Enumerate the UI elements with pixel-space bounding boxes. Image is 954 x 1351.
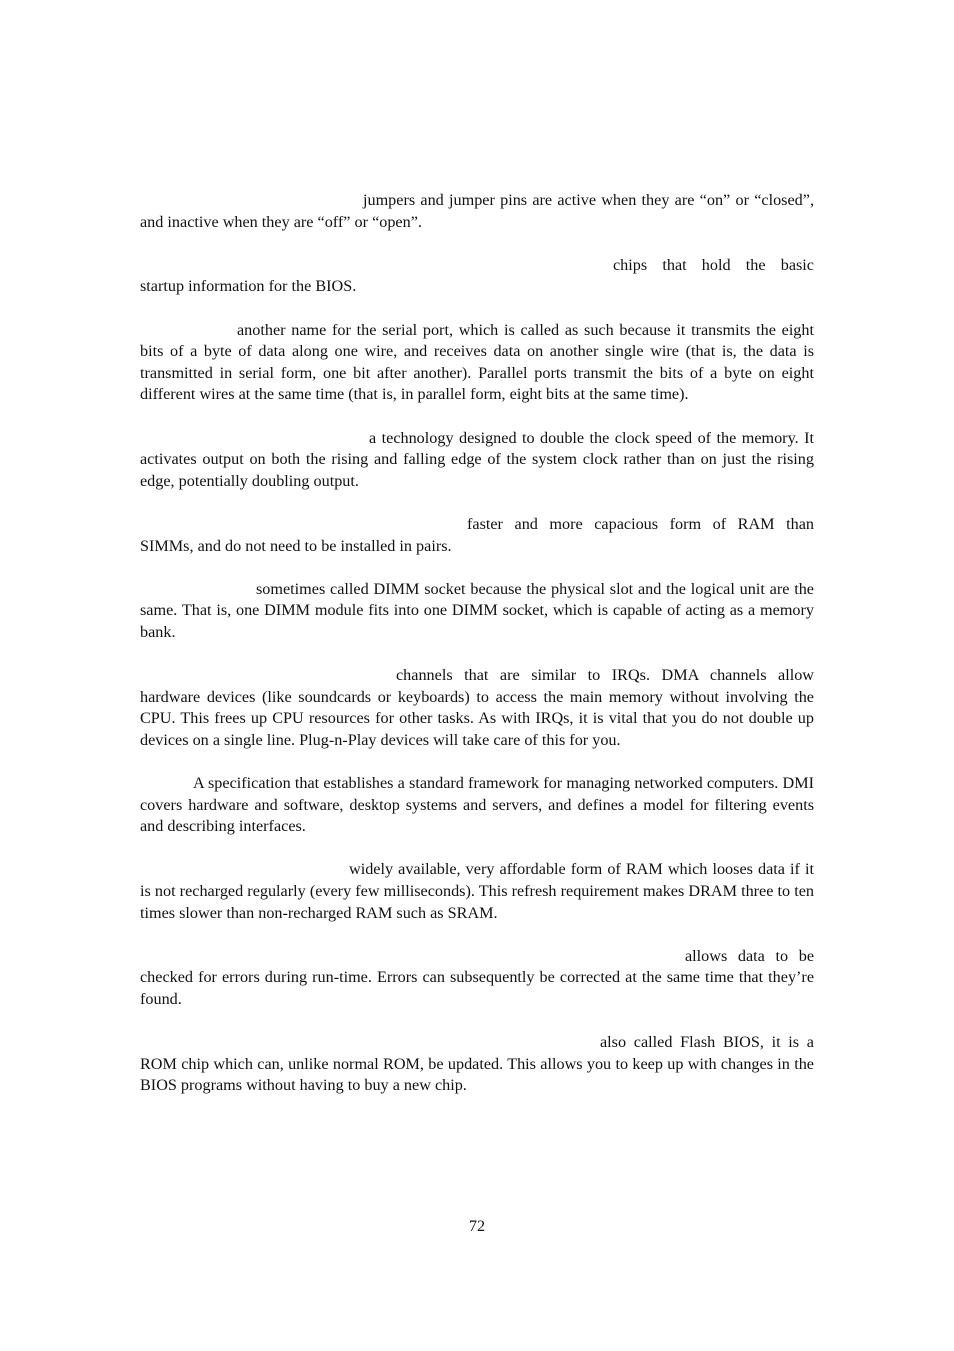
entry-text: another name for the serial port, which is called as such because it transmits the eight bits of a byte of data along one wire, and receives data on another single wire (that is, the data is transmitted in serial form, one bit after another). Parallel ports transmit the bits of a byte on eight different wires at the same time (that is, in parallel form, eight bits at the same time). (140, 320, 814, 404)
entry-text: channels that are similar to IRQs. DMA channels allow hardware devices (like soundcards or keyboards) to access the main memory without involving the CPU. This frees up CPU resources for other tasks. As with IRQs, it is vital that you do not double up devices on a single line. Plug-n-Play devices will take care of this for you. (140, 666, 814, 749)
glossary-entry-4 (140, 428, 814, 493)
entry-text: sometimes called DIMM socket because the physical slot and the logical unit are the same. That is, one DIMM module fits into one DIMM socket, which is capable of acting as a memory bank. (140, 579, 814, 641)
entry-text: allows data to be checked for errors during run-time. Errors can subsequently be corrected at the same time that they’re found. (140, 946, 814, 1008)
glossary-entry-2 (140, 255, 814, 298)
entry-text: A specification that establishes a standard framework for managing networked computers. DMI covers hardware and software, desktop systems and servers, and defines a model for filtering events and describing interfaces. (140, 774, 814, 836)
entry-text: also called Flash BIOS, it is a ROM chip which can, unlike normal ROM, be updated. This allows you to keep up with changes in the BIOS programs without having to buy a new chip. (140, 1033, 814, 1095)
glossary-entry-5 (140, 514, 814, 557)
glossary-entry-3 (140, 320, 814, 406)
glossary-entry-8 (140, 773, 814, 838)
glossary-body (140, 190, 814, 1119)
page-number: 72 (468, 1217, 486, 1235)
entry-text: jumpers and jumper pins are active when they are “on” or “closed”, and inactive when they are “off” or “open”. (140, 191, 814, 231)
glossary-entry-6 (140, 579, 814, 644)
glossary-entry-9 (140, 859, 814, 924)
entry-text: chips that hold the basic startup information for the BIOS. (140, 255, 814, 296)
entry-text: widely available, very affordable form of RAM which looses data if it is not recharged regularly (every few milliseconds). This refresh requirement makes DRAM three to ten times slower than non-recharged RAM such as SRAM. (140, 860, 814, 922)
glossary-entry-7 (140, 665, 814, 751)
glossary-entry-10 (140, 946, 814, 1011)
entry-text: faster and more capacious form of RAM than SIMMs, and do not need to be installed in pairs. (140, 514, 814, 555)
glossary-entry-1 (140, 190, 814, 233)
glossary-entry-11 (140, 1032, 814, 1097)
entry-text: a technology designed to double the clock speed of the memory. It activates output on both the rising and falling edge of the system clock rather than on just the rising edge, potentially doubling output. (140, 428, 814, 490)
